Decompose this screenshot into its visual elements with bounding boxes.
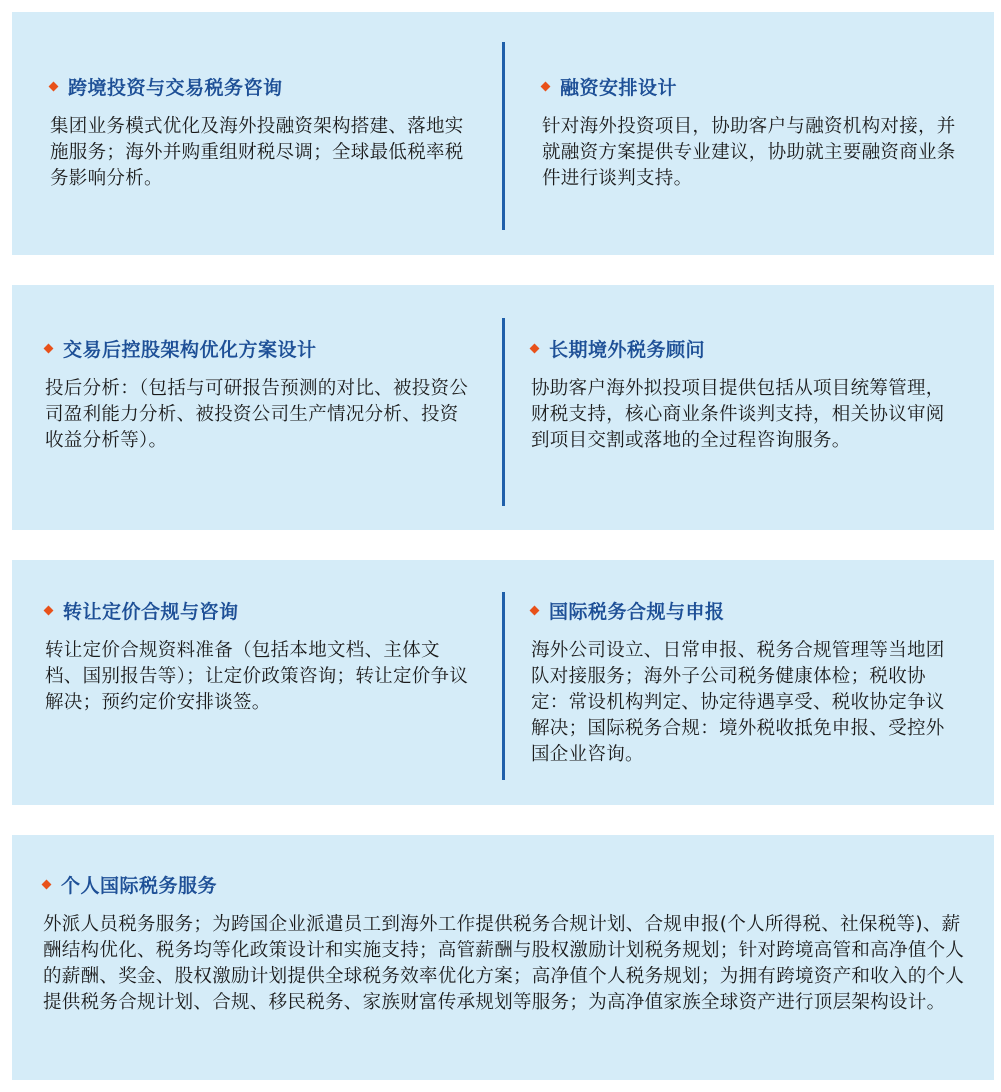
- service-panel-1: [12, 12, 994, 255]
- section-financing-design: [542, 72, 974, 192]
- diamond-icon: [44, 343, 54, 353]
- section-body: 外派人员税务服务；为跨国企业派遣员工到海外工作提供税务合规计划、合规申报(个人所得税、社保税等)、薪酬结构优化、税务均等化政策设计和实施支持；高管薪酬与股权激励计划税务规划；针对跨境高管和高净值个人的薪酬、奖金、股权激励计划提供全球税务效率优化方案；高净值个人税务规划；为拥有跨境资产和收入的个人提供税务合规计划、合规、移民税务、家族财富传承规划等服务；为高净值家族全球资产进行顶层架构设计。: [43, 914, 965, 1013]
- section-heading: [45, 596, 477, 624]
- column-divider: [502, 42, 505, 230]
- section-heading: [50, 72, 482, 100]
- section-heading: [45, 334, 477, 362]
- section-transfer-pricing: [45, 596, 477, 716]
- diamond-icon: [49, 81, 59, 91]
- section-post-deal-structure: [45, 334, 477, 454]
- section-body: 协助客户海外拟投项目提供包括从项目统筹管理，财税支持，核心商业条件谈判支持，相关协议审阅到项目交割或落地的全过程咨询服务。: [531, 378, 945, 451]
- section-title: 交易后控股架构优化方案设计: [63, 338, 317, 361]
- section-title: 转让定价合规与咨询: [63, 600, 239, 623]
- section-body: 集团业务模式优化及海外投融资架构搭建、落地实施服务；海外并购重组财税尽调；全球最低税率税务影响分析。: [50, 116, 464, 189]
- section-heading: [531, 334, 963, 362]
- section-body: 针对海外投资项目，协助客户与融资机构对接，并就融资方案提供专业建议，协助就主要融资商业条件进行谈判支持。: [542, 116, 956, 189]
- section-title: 个人国际税务服务: [61, 874, 218, 897]
- section-title: 长期境外税务顾问: [549, 338, 706, 361]
- service-panel-3: [12, 560, 994, 805]
- section-cross-border-investment: [50, 72, 482, 192]
- section-title: 跨境投资与交易税务咨询: [68, 76, 283, 99]
- section-heading: [43, 870, 968, 898]
- diamond-icon: [530, 343, 540, 353]
- section-personal-international-tax: [43, 870, 968, 1016]
- section-title: 融资安排设计: [560, 76, 678, 99]
- diamond-icon: [42, 879, 52, 889]
- section-title: 国际税务合规与申报: [549, 600, 725, 623]
- section-long-term-advisor: [531, 334, 963, 454]
- column-divider: [502, 318, 505, 506]
- section-body: 海外公司设立、日常申报、税务合规管理等当地团队对接服务；海外子公司税务健康体检；税收协定：常设机构判定、协定待遇享受、税收协定争议解决；国际税务合规：境外税收抵免申报、受控外国企业咨询。: [531, 640, 945, 765]
- diamond-icon: [541, 81, 551, 91]
- diamond-icon: [44, 605, 54, 615]
- section-international-compliance: [531, 596, 963, 768]
- section-body: 转让定价合规资料准备（包括本地文档、主体文档、国别报告等）；让定价政策咨询；转让定价争议解决；预约定价安排谈签。: [45, 640, 469, 713]
- section-heading: [531, 596, 963, 624]
- column-divider: [502, 592, 505, 780]
- service-panel-4: [12, 835, 994, 1080]
- diamond-icon: [530, 605, 540, 615]
- section-body: 投后分析：（包括与可研报告预测的对比、被投资公司盈利能力分析、被投资公司生产情况分析、投资收益分析等）。: [45, 378, 469, 451]
- service-panel-2: [12, 285, 994, 530]
- section-heading: [542, 72, 974, 100]
